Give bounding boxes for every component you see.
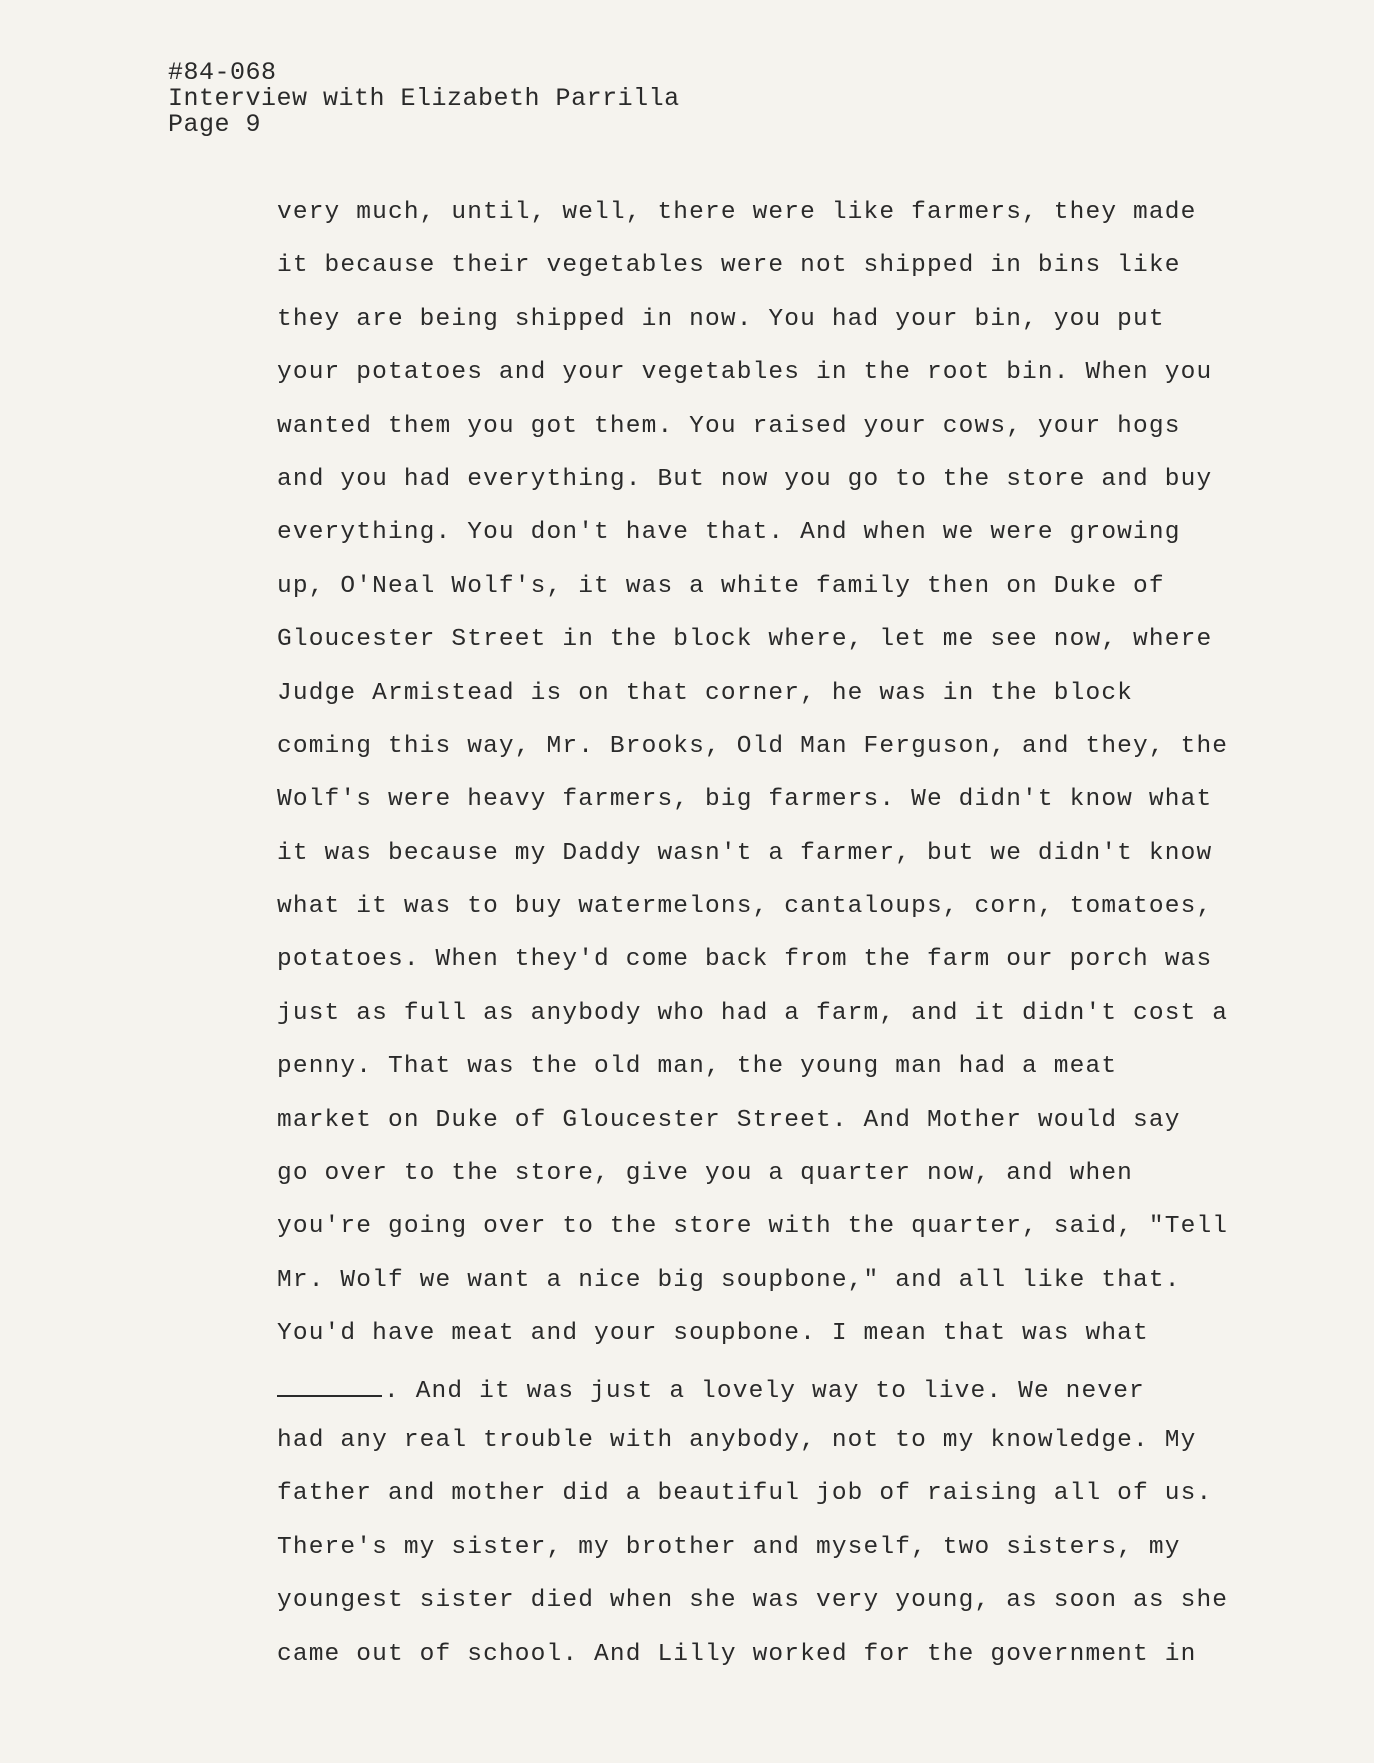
transcript-line: You'd have meat and your soupbone. I mean that was what <box>277 1320 1149 1348</box>
transcript-line: youngest sister died when she was very young, as soon as she <box>277 1587 1229 1615</box>
page-header <box>168 60 680 138</box>
transcript-line: wanted them you got them. You raised your cows, your hogs <box>277 412 1181 440</box>
transcript-line: just as full as anybody who had a farm, and it didn't cost a <box>277 999 1229 1027</box>
transcript-line: what it was to buy watermelons, cantaloups, corn, tomatoes, <box>277 893 1213 921</box>
transcript-line: up, O'Neal Wolf's, it was a white family then on Duke of <box>277 572 1165 600</box>
transcript-line: penny. That was the old man, the young man had a meat <box>277 1053 1118 1081</box>
transcript-line: very much, until, well, there were like farmers, they made <box>277 199 1197 226</box>
transcript-line: it because their vegetables were not shipped in bins like <box>277 252 1181 280</box>
transcript-line: market on Duke of Gloucester Street. And Mother would say <box>277 1106 1181 1134</box>
transcript-line: father and mother did a beautiful job of raising all of us. <box>277 1480 1213 1508</box>
transcript-line: Wolf's were heavy farmers, big farmers. We didn't know what <box>277 786 1213 814</box>
transcript-line: coming this way, Mr. Brooks, Old Man Ferguson, and they, the <box>277 732 1229 760</box>
transcript-line: everything. You don't have that. And when we were growing <box>277 519 1181 547</box>
transcript-line: came out of school. And Lilly worked for the government in <box>277 1640 1197 1668</box>
transcript-line: and you had everything. But now you go to the store and buy <box>277 465 1213 493</box>
inaudible-blank <box>277 1373 382 1397</box>
transcript-line: had any real trouble with anybody, not to my knowledge. My <box>277 1426 1197 1454</box>
transcript-line-text: . And it was just a lovely way to live. We never <box>384 1377 1145 1405</box>
accession-number: #84-068 <box>168 58 277 87</box>
transcript-line: Gloucester Street in the block where, let me see now, where <box>277 626 1213 654</box>
transcript-line: go over to the store, give you a quarter now, and when <box>277 1160 1134 1188</box>
transcript-line: Judge Armistead is on that corner, he was in the block <box>277 679 1134 707</box>
transcript-line: There's my sister, my brother and myself, two sisters, my <box>277 1533 1181 1561</box>
transcript-line: they are being shipped in now. You had your bin, you put <box>277 305 1165 333</box>
interview-title: Interview with Elizabeth Parrilla <box>168 84 680 113</box>
transcript-line: potatoes. When they'd come back from the farm our porch was <box>277 946 1213 974</box>
transcript-line-with-blank <box>277 1373 1257 1426</box>
page-number: Page 9 <box>168 110 262 139</box>
transcript-line: Mr. Wolf we want a nice big soupbone," and all like that. <box>277 1266 1181 1294</box>
transcript-line: you're going over to the store with the quarter, said, "Tell <box>277 1213 1229 1241</box>
transcript-line: your potatoes and your vegetables in the root bin. When you <box>277 359 1213 387</box>
transcript-line: it was because my Daddy wasn't a farmer, but we didn't know <box>277 839 1213 867</box>
transcript-body <box>277 198 1257 1693</box>
